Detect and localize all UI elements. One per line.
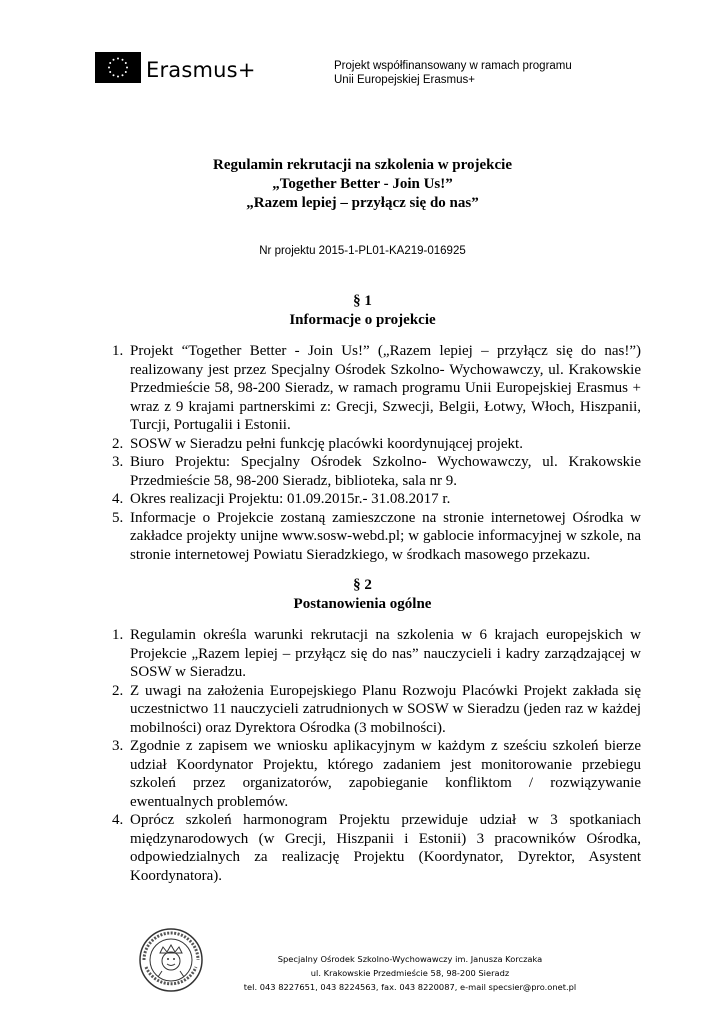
section-2-heading <box>0 576 725 614</box>
cofinancing-note-line1: Projekt współfinansowany w ramach programu <box>334 60 572 72</box>
list-item-number: 5. <box>112 509 124 526</box>
section-2-title: Postanowienia ogólne <box>293 596 432 612</box>
section-2-mark: § 2 <box>353 577 372 593</box>
page-footer <box>220 952 600 994</box>
list-item <box>112 435 641 454</box>
list-item-number: 2. <box>112 682 124 699</box>
list-item-text: Oprócz szkoleń harmonogram Projektu przewiduje udział w 3 spotkaniach międzynarodowych (w Grecji, Hiszpanii i Estonii) 3 pracowników Ośrodka, odpowiedzialnych za realizację Projektu (Koordynator, Dyrektor, Asystent Koordynatora). <box>130 812 641 884</box>
list-item-number: 1. <box>112 343 124 359</box>
school-seal-logo <box>138 927 204 993</box>
list-item <box>112 490 641 509</box>
list-item-number: 1. <box>112 627 124 643</box>
list-item-text: Z uwagi na założenia Europejskiego Planu Rozwoju Placówki Projekt zakłada się uczestnictwo 11 nauczycieli zatrudnionych w SOSW w Sieradzu (jeden raz w każdej mobilności) oraz Dyrektora Ośrodka (3 mobilności). <box>130 682 641 736</box>
section-1-mark: § 1 <box>353 293 372 309</box>
section-1-heading <box>0 292 725 330</box>
list-item <box>112 453 641 490</box>
list-item-text: SOSW w Sieradzu pełni funkcję placówki koordynującej projekt. <box>130 435 523 452</box>
section-1-list <box>112 342 641 564</box>
title-line1: Regulamin rekrutacji na szkolenia w projekcie <box>212 157 512 173</box>
cofinancing-note-line2: Unii Europejskiej Erasmus+ <box>334 74 475 86</box>
list-item-text: Zgodnie z zapisem we wniosku aplikacyjnym w każdym z sześciu szkoleń bierze udział Koordynator Projektu, którego zadaniem jest monitorowanie przebiegu szkoleń przez organizatorów, zapobieganie konfliktom / rozwiązywanie ewentualnych problemów. <box>130 738 641 810</box>
footer-address: ul. Krakowskie Przedmieście 58, 98-200 Sieradz <box>310 968 510 978</box>
project-number: Nr projektu 2015-1-PL01-KA219-016925 <box>259 245 466 257</box>
list-item-text: Projekt “Together Better - Join Us!” („Razem lepiej – przyłącz się do nas!”) realizowany jest przez Specjalny Ośrodek Szkolno- Wychowawczy, ul. Krakowskie Przedmieście 58, 98-200 Sieradz, w ramach programu Unii Europejskiej Erasmus + wraz z 9 krajami partnerskimi z: Grecji, Szwecji, Belgii, Łotwy, Włoch, Hiszpanii, Turcji, Portugalii i Estonii. <box>130 343 641 433</box>
title-line3: „Razem lepiej – przyłącz się do nas” <box>246 195 479 211</box>
list-item-number: 3. <box>112 738 124 754</box>
list-item <box>112 509 641 565</box>
list-item <box>112 626 641 682</box>
footer-institution: Specjalny Ośrodek Szkolno-Wychowawczy im. Janusza Korczaka <box>277 954 543 964</box>
list-item-number: 3. <box>112 454 124 470</box>
cofinancing-note <box>334 59 572 87</box>
eu-flag-icon <box>95 52 141 83</box>
erasmus-plus-logo-text: Erasmus+ <box>146 58 256 82</box>
section-1-title: Informacje o projekcie <box>289 312 436 328</box>
list-item-text: Informacje o Projekcie zostaną zamieszczone na stronie internetowej Ośrodka w zakładce projekty unijne www.sosw-webd.pl; w gablocie informacyjnej w szkole, na stronie internetowej Powiatu Sieradzkiego, w środkach masowego przekazu. <box>130 509 641 563</box>
list-item-number: 4. <box>112 491 124 507</box>
section-2-list <box>112 626 641 885</box>
page-header <box>0 0 725 100</box>
list-item-number: 4. <box>112 812 124 828</box>
list-item <box>112 811 641 885</box>
list-item-text: Biuro Projektu: Specjalny Ośrodek Szkolno- Wychowawczy, ul. Krakowskie Przedmieście 58, 98-200 Sieradz, biblioteka, sala nr 9. <box>130 454 641 489</box>
footer-contact: tel. 043 8227651, 043 8224563, fax. 043 8220087, e-mail specsier@pro.onet.pl <box>243 982 577 992</box>
list-item-number: 2. <box>112 435 124 452</box>
list-item <box>112 737 641 811</box>
list-item <box>112 682 641 738</box>
list-item-text: Regulamin określa warunki rekrutacji na szkolenia w 6 krajach europejskich w Projekcie „Razem lepiej – przyłącz się do nas” nauczycieli i kadry zarządzającej w SOSW w Sieradzu. <box>130 627 641 680</box>
list-item-text: Okres realizacji Projektu: 01.09.2015r.- 31.08.2017 r. <box>130 491 451 507</box>
document-title <box>0 156 725 213</box>
title-line2: „Together Better - Join Us!” <box>272 176 453 192</box>
list-item <box>112 342 641 435</box>
